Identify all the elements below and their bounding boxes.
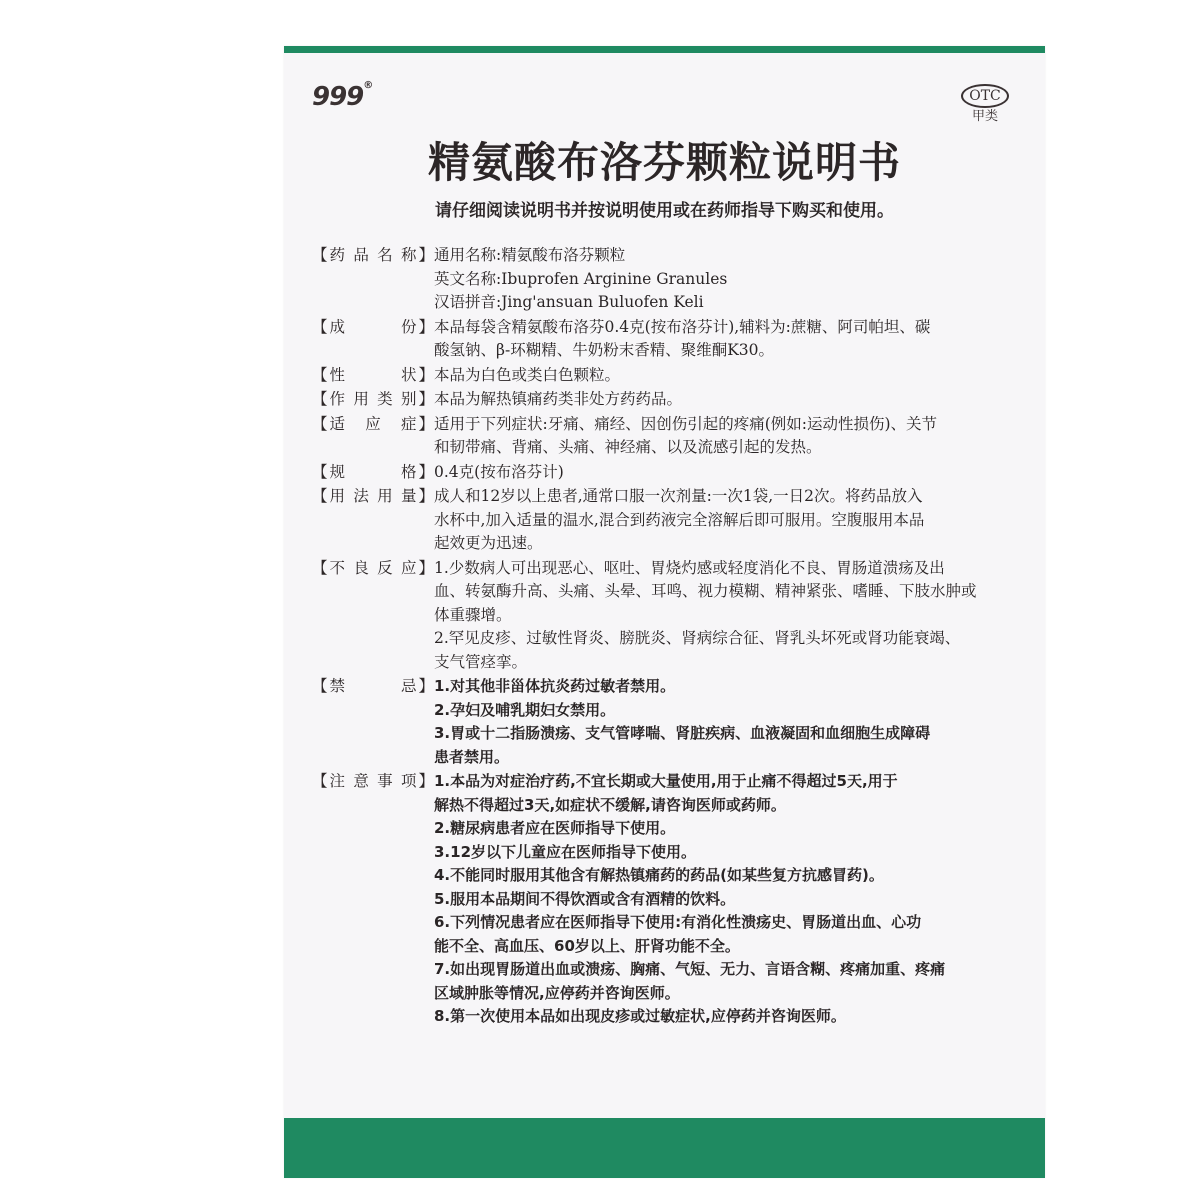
section-body <box>434 461 1022 485</box>
section-label-char: 名 <box>377 246 393 264</box>
section-line: 患者禁用。 <box>434 747 510 766</box>
section-drug-name <box>312 244 1022 315</box>
section-line: 本品为白色或类白色颗粒。 <box>434 365 621 384</box>
section-line: 适用于下列症状:牙痛、痛经、因创伤引起的疼痛(例如:运动性损伤)、关节 <box>434 414 938 433</box>
bottom-green-band <box>284 1118 1045 1178</box>
section-line: 4.不能同时服用其他含有解热镇痛药的药品(如某些复方抗感冒药)。 <box>434 866 884 884</box>
section-line: 解热不得超过3天,如症状不缓解,请咨询医师或药师。 <box>434 795 786 814</box>
section-indications <box>312 413 1022 460</box>
top-green-band <box>284 46 1045 53</box>
section-label-char: 格 <box>400 462 417 481</box>
section-line: 通用名称:精氨酸布洛芬颗粒 <box>434 246 626 264</box>
section-category <box>312 388 1022 412</box>
logo-text: 999 <box>312 82 364 112</box>
section-label-char: 事 <box>377 772 393 790</box>
section-label-char: 状 <box>400 365 417 384</box>
section-label-char: 成 <box>329 317 346 336</box>
section-line: 成人和12岁以上患者,通常口服一次剂量:一次1袋,一日2次。将药品放入 <box>434 487 923 505</box>
registered-mark: ® <box>363 80 373 91</box>
section-line: 和韧带痛、背痛、头痛、神经痛、以及流感引起的发热。 <box>434 438 822 456</box>
section-label: 【 适 应 症 】 <box>312 413 434 460</box>
section-label: 【 用 法 用 量 】 <box>312 485 434 556</box>
otc-category: 甲类 <box>971 109 998 124</box>
section-label-char: 别 <box>400 390 417 408</box>
section-label-char: 应 <box>400 558 417 577</box>
section-label-char: 项 <box>400 772 417 790</box>
section-contraindications <box>312 675 1022 769</box>
section-line: 区域肿胀等情况,应停药并咨询医师。 <box>434 983 680 1002</box>
section-label-char: 症 <box>400 414 417 433</box>
section-label-char: 份 <box>400 317 417 336</box>
section-line: 3.12岁以下儿童应在医师指导下使用。 <box>434 842 697 861</box>
section-label: 【 性 状 】 <box>312 364 434 388</box>
section-line: 1.本品为对症治疗药,不宜长期或大量使用,用于止痛不得超过5天,用于 <box>434 772 898 790</box>
brand-logo <box>312 82 372 112</box>
section-line: 2.糖尿病患者应在医师指导下使用。 <box>434 819 676 837</box>
section-precautions <box>312 770 1022 1029</box>
otc-badge <box>956 84 1014 126</box>
document-title: 精氨酸布洛芬颗粒说明书 <box>427 138 901 187</box>
section-label: 【 注 意 事 项 】 <box>312 770 434 1029</box>
section-body <box>434 316 1022 363</box>
section-label-char: 用 <box>329 487 346 505</box>
section-line: 血、转氨酶升高、头痛、头晕、耳鸣、视力模糊、精神紧张、嗜睡、下肢水肿或 <box>434 582 977 600</box>
section-label-char: 反 <box>377 558 393 577</box>
section-appearance <box>312 364 1022 388</box>
section-line: 6.下列情况患者应在医师指导下使用:有消化性溃疡史、胃肠道出血、心功 <box>434 913 922 931</box>
section-label-char: 作 <box>329 390 346 408</box>
section-label-char: 忌 <box>400 677 417 695</box>
section-label-char: 类 <box>377 390 393 408</box>
section-line: 能不全、高血压、60岁以上、肝肾功能不全。 <box>434 936 740 955</box>
section-dosage <box>312 485 1022 556</box>
section-line: 1.对其他非甾体抗炎药过敏者禁用。 <box>434 677 676 695</box>
section-line: 3.胃或十二指肠溃疡、支气管哮喘、肾脏疾病、血液凝固和血细胞生成障碍 <box>434 724 931 742</box>
section-line: 本品每袋含精氨酸布洛芬0.4克(按布洛芬计),辅料为:蔗糖、阿司帕坦、碳 <box>434 317 931 336</box>
section-label: 【 规 格 】 <box>312 461 434 485</box>
section-line: 起效更为迅速。 <box>434 534 543 552</box>
section-body <box>434 675 1022 769</box>
section-line: 5.服用本品期间不得饮酒或含有酒精的饮料。 <box>434 889 736 908</box>
section-label-char: 意 <box>353 772 369 790</box>
section-line: 水杯中,加入适量的温水,混合到药液完全溶解后即可服用。空腹服用本品 <box>434 510 925 529</box>
otc-oval: OTC <box>961 84 1009 108</box>
section-label-char: 法 <box>353 487 369 505</box>
section-label-char: 良 <box>353 558 369 577</box>
section-label-char: 适 <box>329 414 346 433</box>
section-label-char: 注 <box>329 772 346 790</box>
section-label-char: 用 <box>377 487 393 505</box>
section-body <box>434 388 1022 412</box>
section-line: 2.孕妇及哺乳期妇女禁用。 <box>434 700 616 719</box>
section-label: 【 不 良 反 应 】 <box>312 557 434 675</box>
section-spec <box>312 461 1022 485</box>
section-line: 支气管痉挛。 <box>434 652 528 671</box>
section-line: 2.罕见皮疹、过敏性肾炎、膀胱炎、肾病综合征、肾乳头坏死或肾功能衰竭、 <box>434 629 961 647</box>
section-composition <box>312 316 1022 363</box>
section-line: 体重骤增。 <box>434 605 512 624</box>
section-label-char: 称 <box>400 246 417 264</box>
section-label: 【 禁 忌 】 <box>312 675 434 769</box>
section-body <box>434 364 1022 388</box>
section-label-char: 量 <box>400 487 417 505</box>
section-line: 酸氢钠、β-环糊精、牛奶粉末香精、聚维酮K30。 <box>434 341 775 359</box>
section-body <box>434 413 1022 460</box>
section-line: 本品为解热镇痛药类非处方药药品。 <box>434 390 683 408</box>
section-line: 英文名称:Ibuprofen Arginine Granules <box>434 269 728 288</box>
section-adverse-reactions <box>312 557 1022 675</box>
section-body <box>434 244 1022 315</box>
section-line: 0.4克(按布洛芬计) <box>434 462 564 481</box>
section-label: 【 成 份 】 <box>312 316 434 363</box>
section-label: 【 作 用 类 别 】 <box>312 388 434 412</box>
section-line: 汉语拼音:Jing'ansuan Buluofen Keli <box>434 293 704 311</box>
section-label: 【 药 品 名 称 】 <box>312 244 434 315</box>
section-label-char: 禁 <box>329 677 346 695</box>
sections <box>312 244 1022 1030</box>
section-label-char: 不 <box>329 558 346 577</box>
section-line: 1.少数病人可出现恶心、呕吐、胃烧灼感或轻度消化不良、胃肠道溃疡及出 <box>434 558 945 577</box>
document-subtitle: 请仔细阅读说明书并按说明使用或在药师指导下购买和使用。 <box>435 201 894 221</box>
leaflet-sheet <box>284 46 1045 1178</box>
section-label-char: 药 <box>329 246 346 264</box>
section-body <box>434 485 1022 556</box>
section-label-char: 规 <box>329 462 346 481</box>
section-line: 7.如出现胃肠道出血或溃疡、胸痛、气短、无力、言语含糊、疼痛加重、疼痛 <box>434 960 946 978</box>
section-line: 8.第一次使用本品如出现皮疹或过敏症状,应停药并咨询医师。 <box>434 1007 846 1025</box>
section-label-char: 应 <box>365 414 381 433</box>
section-body <box>434 770 1022 1029</box>
section-label-char: 品 <box>353 246 369 264</box>
section-body <box>434 557 1022 675</box>
section-label-char: 用 <box>353 390 369 408</box>
section-label-char: 性 <box>329 365 346 384</box>
